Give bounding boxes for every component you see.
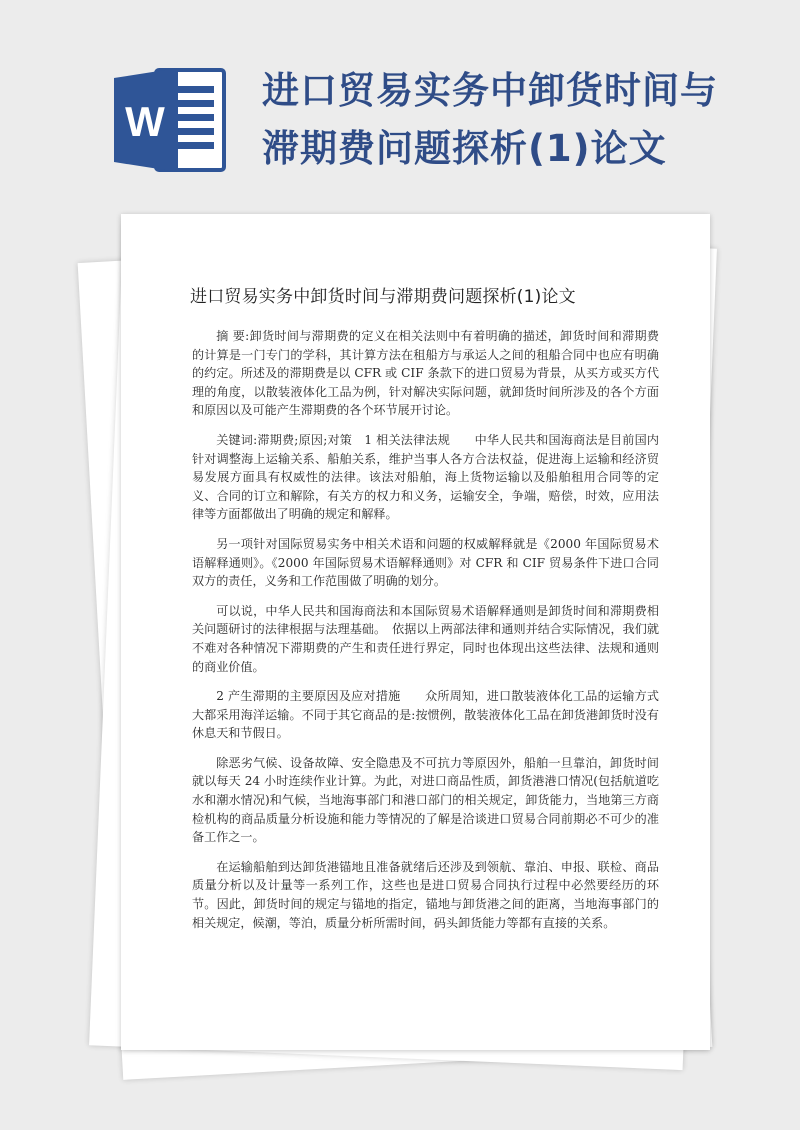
document-body: [192, 327, 659, 943]
paragraph: 另一项针对国际贸易实务中相关术语和问题的权威解释就是《2000 年国际贸易术语解释通则》。《2000 年国际贸易术语解释通则》对 CFR 和 CIF 贸易条件下进口合同双方的责任，义务和工作范围做了明确的划分。: [192, 536, 659, 589]
paragraph: 2 产生滞期的主要原因及应对措施 众所周知，进口散装液体化工品的运输方式大都采用海洋运输。不同于其它商品的是:按惯例，散装液体化工品在卸货港卸货时没有休息天和节假日。: [192, 689, 659, 741]
paragraph-abstract: 摘 要:卸货时间与滞期费的定义在相关法则中有着明确的描述，卸货时间和滞期费的计算是一门专门的学科，其计算方法在租船方与承运人之间的租船合同中也应有明确的约定。所述及的滞期费是以 CFR 或 CIF 条款下的进口贸易为背景，从买方或买方代理的角度，以散装液体化工品为例，针对解决实际问题，就卸货时间所涉及的各个方面和原因以及可能产生滞期费的各个环节展开讨论。: [192, 329, 659, 418]
paragraph: 在运输船舶到达卸货港锚地且准备就绪后还涉及到领航、靠泊、申报、联检、商品质量分析以及计量等一系列工作，这些也是进口贸易合同执行过程中必然要经历的环节。因此，卸货时间的规定与锚地的指定，锚地与卸货港之间的距离，当地海事部门的相关规定，候潮，等泊，质量分析所需时间，码头卸货能力等都有直接的关系。: [192, 859, 659, 930]
paragraph-keywords: 关键词:滞期费;原因;对策 1 相关法律法规 中华人民共和国海商法是目前国内针对调整海上运输关系、船舶关系，维护当事人各方合法权益，促进海上运输和经济贸易发展方面具有权威性的法律。该法对船舶，海上货物运输以及船舶租用合同等的定义、合同的订立和解除，有关方的权力和义务，运输安全，争端，赔偿，时效，应用法律等方面都做出了明确的规定和解释。: [192, 432, 659, 522]
paragraph: 除恶劣气候、设备故障、安全隐患及不可抗力等原因外，船舶一旦靠泊，卸货时间就以每天 24 小时连续作业计算。为此，对进口商品性质，卸货港港口情况(包括航道吃水和潮水情况)和气候，当地海事部门和港口部门的相关规定，卸货能力，当地第三方商检机构的商品质量分析设施和能力等情况的了解是洽谈进口贸易合同前期必不可少的准备工作之一。: [192, 755, 659, 845]
word-logo-letter: W: [125, 98, 165, 145]
paragraph: 可以说，中华人民共和国海商法和本国际贸易术语解释通则是卸货时间和滞期费相关问题研讨的法律根据与法理基础。 依据以上两部法律和通则并结合实际情况，我们就不难对各种情况下滞期费的产生和责任进行界定，同时也体现出这些法律、法规和通则的商业价值。: [192, 603, 659, 674]
page-title: 进口贸易实务中卸货时间与滞期费问题探析(1)论文: [262, 69, 718, 170]
document-title: 进口贸易实务中卸货时间与滞期费问题探析(1)论文: [190, 287, 576, 307]
word-document-icon: [112, 60, 230, 178]
